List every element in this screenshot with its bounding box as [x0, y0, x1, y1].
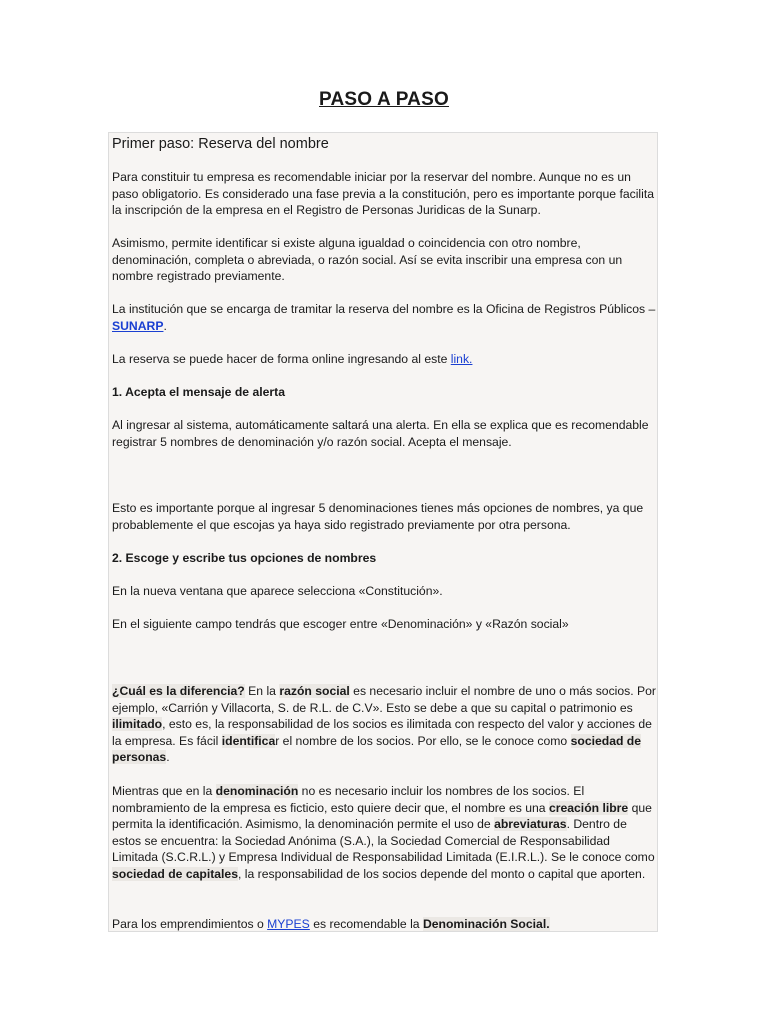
sunarp-link[interactable]: SUNARP	[112, 318, 164, 333]
term-sociedad-capitales: sociedad de capitales	[112, 866, 238, 881]
section-heading: Primer paso: Reserva del nombre	[112, 136, 329, 152]
paragraph-difference	[112, 683, 658, 766]
content-box	[108, 132, 658, 932]
step2-title: 2. Escoge y escribe tus opciones de nombres	[112, 551, 377, 565]
paragraph-institution-end: .	[163, 318, 167, 333]
term-razon-social: razón social	[279, 684, 350, 698]
difference-text-5: .	[166, 750, 170, 764]
page-title: PASO A PASO	[319, 89, 449, 110]
paragraph-mypes	[112, 916, 658, 933]
den-text-1: Mientras que en la	[112, 784, 216, 798]
term-identifica: identifica	[221, 733, 276, 748]
paragraph-intro: Para constituir tu empresa es recomendable iniciar por la reservar del nombre. Aunque no es un paso obligatorio. Es considerado una fase previa a la constitución, pero es importante porque facilita la inscripción de la empresa en el Registro de Personas Juridicas de la Sunarp.	[112, 170, 654, 217]
paragraph-online-text: La reserva se puede hacer de forma online ingresando al este	[112, 352, 451, 366]
step1-text: Al ingresar al sistema, automáticamente saltará una alerta. En ella se explica que es recomendable registrar 5 nombres de denominación y/o razón social. Acepta el mensaje.	[112, 418, 649, 449]
difference-question: ¿Cuál es la diferencia?	[112, 684, 245, 698]
difference-text-3: , esto es, la responsabilidad de los socios es ilimitada con respecto del valor y acciones de la empresa. Es fácil	[112, 717, 652, 748]
paragraph-identify: Asimismo, permite identificar si existe alguna igualdad o coincidencia con otro nombre, denominación, completa o abreviada, o razón social. Así se evita inscribir una empresa con un nombre registrado previamente.	[112, 236, 623, 283]
paragraph-institution-text: La institución que se encarga de tramitar la reserva del nombre es la Oficina de Registros Públicos –	[112, 302, 656, 316]
paragraph-online	[112, 351, 658, 368]
term-creacion-libre: creación libre	[548, 800, 629, 815]
mypes-link[interactable]: MYPES	[267, 917, 310, 931]
step1-title: 1. Acepta el mensaje de alerta	[112, 385, 285, 399]
den-text-4: . Dentro de estos se encuentra: la Sociedad Anónima (S.A.), la Sociedad Comercial de Responsabilidad Limitada (S.C.R.L.) y Empresa Individual de Responsabilidad Limitada (E.I.R.L.). Se le conoce como	[112, 817, 655, 864]
mypes-text-1: Para los emprendimientos o	[112, 917, 268, 931]
step2-text-2: En el siguiente campo tendrás que escoger entre «Denominación» y «Razón social»	[112, 617, 569, 631]
paragraph-denominacion	[112, 783, 658, 882]
mypes-text-2: es recomendable la	[309, 917, 423, 931]
difference-text-4: r el nombre de los socios. Por ello, se le conoce como	[275, 733, 571, 748]
term-ilimitado: ilimitado	[112, 717, 163, 731]
paragraph-institution	[112, 301, 658, 334]
term-denominacion-social: Denominación Social.	[422, 917, 550, 931]
term-abreviaturas: abreviaturas	[494, 817, 567, 831]
difference-text-2: es necesario incluir el nombre de uno o más socios. Por ejemplo, «Carrión y Villacorta, S. de R.L. de C.V». Esto se debe a que su capital o patrimonio es	[112, 684, 656, 715]
paragraph-importance: Esto es importante porque al ingresar 5 denominaciones tienes más opciones de nombres, ya que probablemente el que escojas ya haya sido registrado previamente por otra persona.	[112, 501, 644, 532]
difference-text-1: En la	[244, 684, 280, 698]
den-text-3: que permita la identificación. Asimismo, la denominación permite el uso de	[112, 800, 652, 831]
online-link[interactable]: link.	[450, 352, 473, 366]
den-text-5: , la responsabilidad de los socios depende del monto o capital que aporten.	[238, 866, 646, 881]
term-denominacion: denominación	[215, 784, 299, 798]
den-text-2: no es necesario incluir los nombres de los socios. El nombramiento de la empresa es ficticio, esto quiere decir que, el nombre es una	[112, 784, 585, 815]
step2-text-1: En la nueva ventana que aparece selecciona «Constitución».	[112, 584, 443, 598]
term-sociedad-personas: sociedad de personas	[112, 733, 642, 764]
